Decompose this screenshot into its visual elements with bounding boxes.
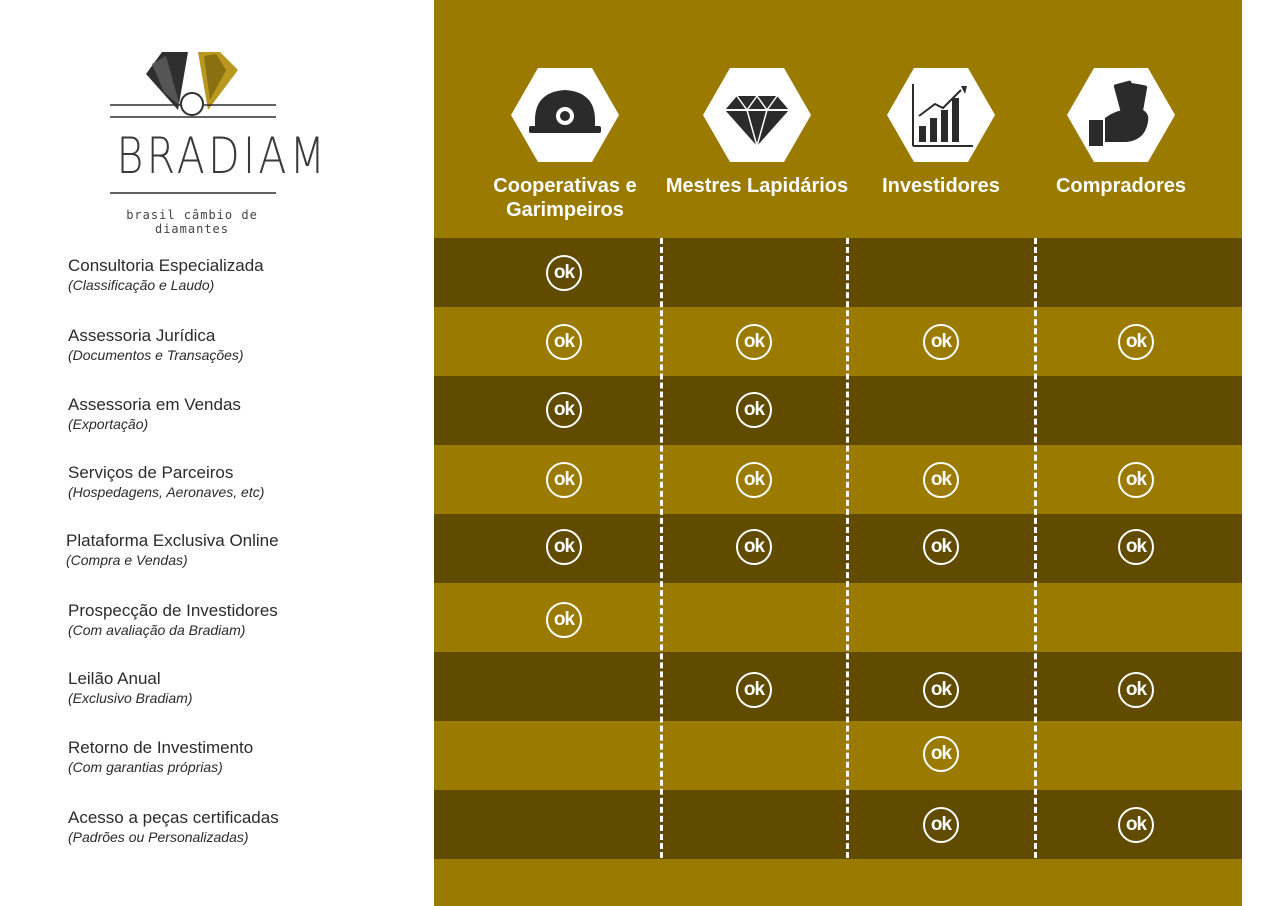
ok-check-badge: ok: [736, 462, 772, 498]
ok-check-badge: ok: [1118, 529, 1154, 565]
service-subtitle: (Com avaliação da Bradiam): [68, 622, 246, 638]
service-label: [68, 256, 264, 294]
service-label: [68, 669, 192, 707]
ok-check-badge: ok: [1118, 324, 1154, 360]
column-header-compradores: [1026, 68, 1216, 198]
comparison-panel: [434, 0, 1242, 906]
column-label: Investidores: [882, 175, 1000, 197]
service-name: Acesso a peças certificadas: [68, 808, 279, 827]
ok-check-badge: ok: [923, 529, 959, 565]
column-label: Mestres Lapidários: [665, 175, 849, 197]
service-label: [68, 395, 241, 433]
service-label: [68, 326, 244, 364]
ok-check-badge: ok: [546, 392, 582, 428]
ok-check-badge: ok: [736, 672, 772, 708]
ok-check-badge: ok: [546, 255, 582, 291]
ok-check-badge: ok: [736, 324, 772, 360]
service-subtitle: (Compra e Vendas): [66, 552, 188, 568]
service-name: Assessoria Jurídica: [68, 326, 216, 345]
brand-tagline: brasil câmbio de diamantes: [126, 208, 258, 236]
service-subtitle: (Documentos e Transações): [68, 347, 244, 363]
column-divider: [660, 238, 663, 858]
ok-check-badge: ok: [923, 807, 959, 843]
ok-check-badge: ok: [1118, 672, 1154, 708]
service-subtitle: (Exportação): [68, 416, 149, 432]
ok-check-badge: ok: [923, 672, 959, 708]
ok-check-badge: ok: [546, 529, 582, 565]
ok-check-badge: ok: [546, 462, 582, 498]
column-label: Compradores: [1055, 175, 1187, 197]
column-header-investidores: [846, 68, 1036, 198]
service-label: [68, 808, 279, 846]
ok-check-badge: ok: [736, 529, 772, 565]
service-name: Consultoria Especializada: [68, 256, 264, 275]
service-subtitle: (Exclusivo Bradiam): [68, 690, 193, 706]
service-label: [68, 738, 253, 776]
service-name: Serviços de Parceiros: [68, 463, 234, 482]
column-divider: [1034, 238, 1037, 858]
table-row: [434, 721, 1242, 790]
service-list: [0, 0, 430, 906]
ok-check-badge: ok: [546, 324, 582, 360]
service-name: Leilão Anual: [68, 669, 161, 688]
ok-check-badge: ok: [1118, 807, 1154, 843]
column-header-mestres: [662, 68, 852, 198]
brand-name: BRADIAM: [116, 127, 329, 185]
service-label: [68, 601, 278, 639]
service-label: [68, 463, 264, 501]
service-subtitle: (Padrões ou Personalizadas): [68, 829, 249, 845]
ok-check-badge: ok: [546, 602, 582, 638]
ok-check-badge: ok: [923, 324, 959, 360]
service-subtitle: (Com garantias próprias): [68, 759, 223, 775]
ok-check-badge: ok: [923, 736, 959, 772]
ok-check-badge: ok: [736, 392, 772, 428]
service-subtitle: (Hospedagens, Aeronaves, etc): [68, 484, 265, 500]
column-header-cooperativas: [470, 68, 660, 222]
service-name: Prospecção de Investidores: [68, 601, 278, 620]
service-subtitle: (Classificação e Laudo): [68, 277, 215, 293]
ok-check-badge: ok: [1118, 462, 1154, 498]
service-name: Assessoria em Vendas: [68, 395, 241, 414]
service-name: Plataforma Exclusiva Online: [66, 531, 279, 550]
service-name: Retorno de Investimento: [68, 738, 254, 757]
column-divider: [846, 238, 849, 858]
ok-check-badge: ok: [923, 462, 959, 498]
service-label: [66, 531, 279, 569]
column-label: Cooperativas e Garimpeiros: [493, 175, 637, 221]
